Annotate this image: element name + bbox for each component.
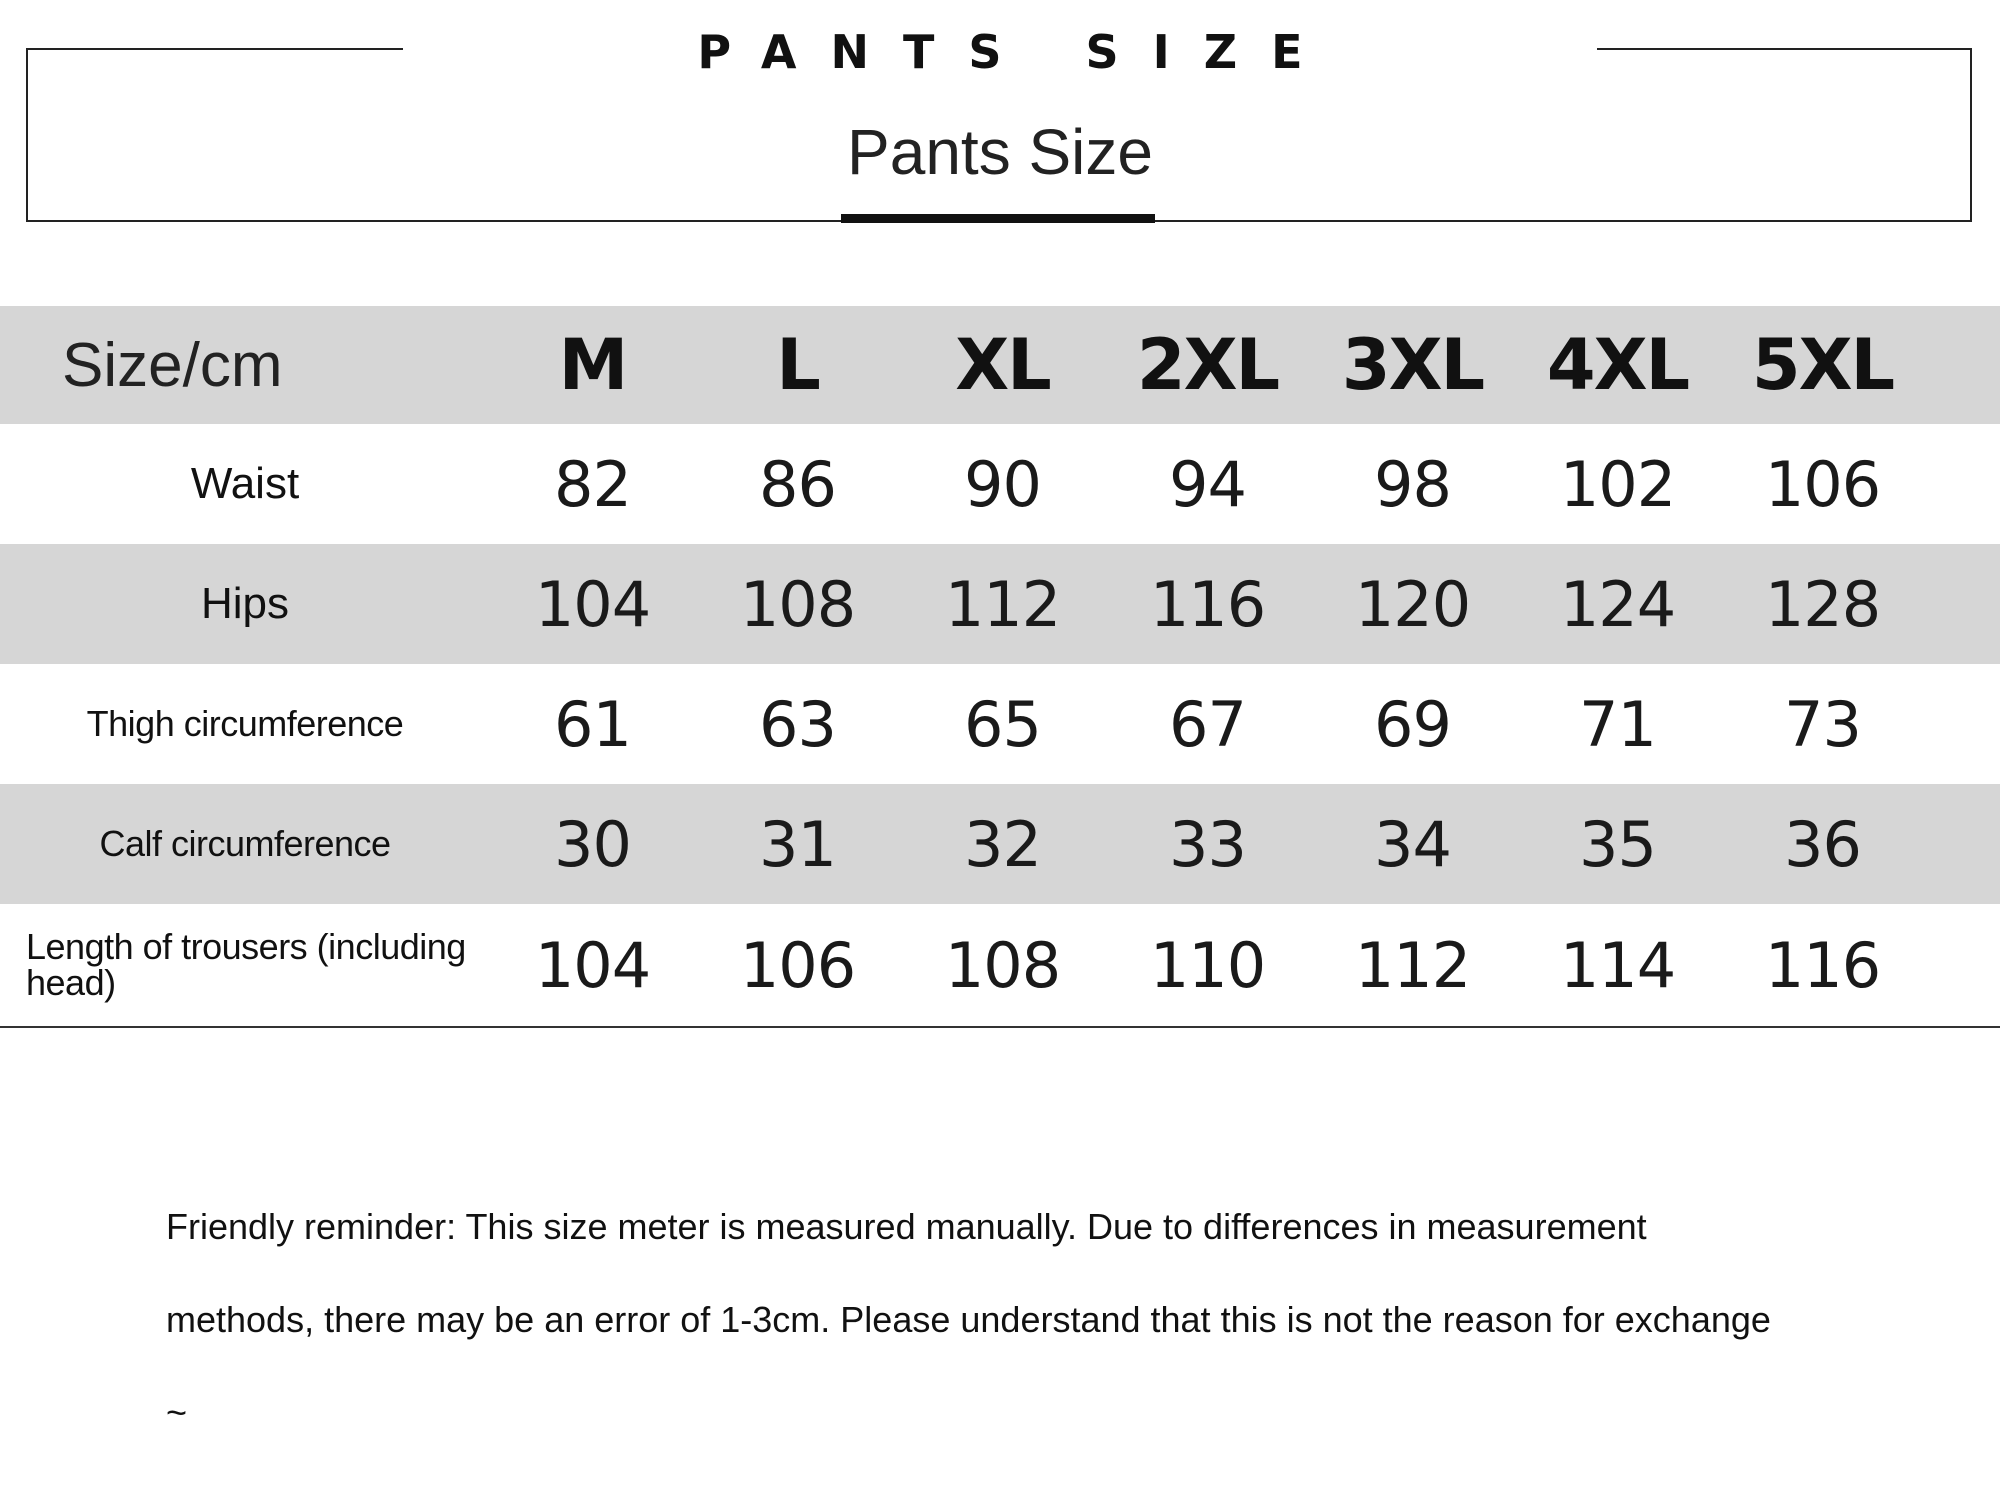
size-table bbox=[0, 306, 2000, 1028]
table-spacer bbox=[1925, 544, 2000, 664]
row-label: Calf circumference bbox=[99, 823, 391, 864]
size-heading: 4XL bbox=[1546, 324, 1689, 406]
size-heading: 3XL bbox=[1341, 324, 1484, 406]
size-heading: L bbox=[776, 324, 819, 406]
table-row-thigh bbox=[0, 664, 2000, 784]
table-cell: 112 bbox=[944, 567, 1061, 641]
reminder-line: ~ bbox=[166, 1392, 188, 1433]
table-cell: 94 bbox=[1169, 447, 1246, 521]
table-row-waist bbox=[0, 424, 2000, 544]
table-cell: 106 bbox=[695, 904, 900, 1027]
table-spacer bbox=[1925, 306, 2000, 424]
table-cell: 124 bbox=[1559, 567, 1676, 641]
table-spacer bbox=[1925, 664, 2000, 784]
table-cell: 108 bbox=[900, 904, 1105, 1027]
table-cell: 128 bbox=[1764, 567, 1881, 641]
row-label: Hips bbox=[200, 579, 290, 628]
table-cell: 34 bbox=[1374, 807, 1451, 881]
table-cell: 61 bbox=[554, 687, 631, 761]
table-cell: 32 bbox=[964, 807, 1041, 881]
table-cell: 102 bbox=[1559, 447, 1676, 521]
table-cell: 73 bbox=[1784, 687, 1861, 761]
table-cell: 116 bbox=[1720, 904, 1925, 1027]
size-heading: 5XL bbox=[1751, 324, 1894, 406]
table-cell: 69 bbox=[1374, 687, 1451, 761]
table-cell: 104 bbox=[534, 567, 651, 641]
header-rule-left bbox=[26, 48, 403, 50]
table-cell: 86 bbox=[759, 447, 836, 521]
table-cell: 67 bbox=[1169, 687, 1246, 761]
size-heading: XL bbox=[955, 324, 1050, 406]
table-cell: 108 bbox=[739, 567, 856, 641]
table-cell: 36 bbox=[1784, 807, 1861, 881]
table-cell: 114 bbox=[1515, 904, 1720, 1027]
title-underline bbox=[841, 214, 1155, 223]
table-cell: 30 bbox=[554, 807, 631, 881]
row-label: Waist bbox=[190, 459, 300, 508]
table-cell: 104 bbox=[490, 904, 695, 1027]
header-rule-right bbox=[1597, 48, 1972, 50]
table-cell: 82 bbox=[554, 447, 631, 521]
friendly-reminder bbox=[166, 1180, 1866, 1459]
size-heading: 2XL bbox=[1136, 324, 1279, 406]
table-cell: 63 bbox=[759, 687, 836, 761]
table-cell: 120 bbox=[1354, 567, 1471, 641]
table-cell: 71 bbox=[1579, 687, 1656, 761]
table-cell: 65 bbox=[964, 687, 1041, 761]
table-cell: 112 bbox=[1310, 904, 1515, 1027]
page-title: Pants Size bbox=[847, 116, 1153, 188]
table-spacer bbox=[1925, 424, 2000, 544]
reminder-line: Friendly reminder: This size meter is measured manually. Due to differences in measurement bbox=[166, 1206, 1647, 1247]
row-label: Length of trousers (including head) bbox=[0, 904, 490, 1027]
table-cell: 90 bbox=[964, 447, 1041, 521]
size-header-row bbox=[0, 306, 2000, 424]
table-row-hips bbox=[0, 544, 2000, 664]
table-row-calf bbox=[0, 784, 2000, 904]
reminder-line: methods, there may be an error of 1-3cm. Please understand that this is not the reason for exchange bbox=[166, 1299, 1771, 1340]
table-cell: 98 bbox=[1374, 447, 1451, 521]
table-spacer bbox=[1925, 904, 2000, 1027]
table-spacer bbox=[1925, 784, 2000, 904]
table-row-length bbox=[0, 904, 2000, 1027]
banner-title: PANTS SIZE bbox=[697, 25, 1337, 79]
table-cell: 33 bbox=[1169, 807, 1246, 881]
table-cell: 31 bbox=[759, 807, 836, 881]
corner-label: Size/cm bbox=[62, 330, 283, 400]
table-cell: 116 bbox=[1149, 567, 1266, 641]
table-cell: 35 bbox=[1579, 807, 1656, 881]
size-heading: M bbox=[558, 324, 627, 406]
table-cell: 110 bbox=[1105, 904, 1310, 1027]
row-label: Thigh circumference bbox=[86, 703, 404, 744]
table-cell: 106 bbox=[1764, 447, 1881, 521]
